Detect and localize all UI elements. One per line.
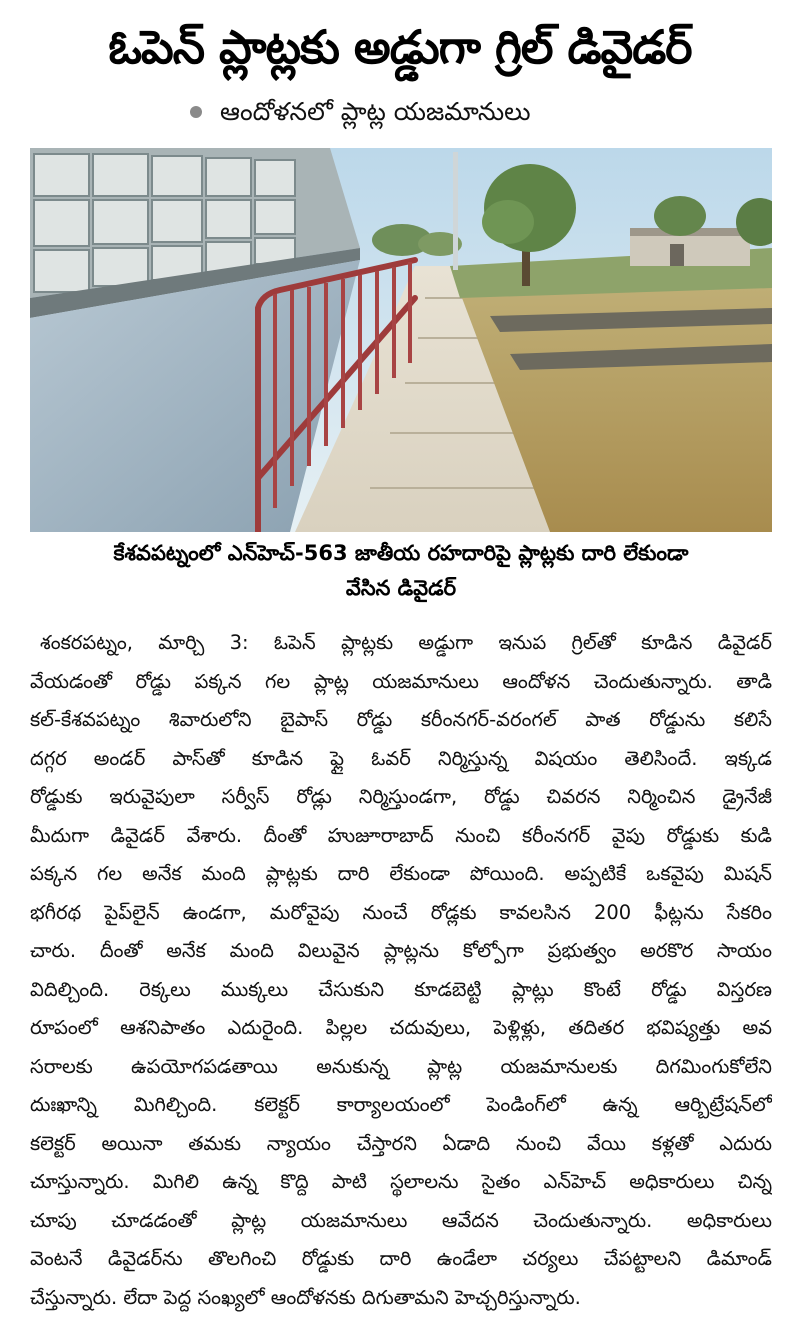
body-line: కలెక్టర్ అయినా తమకు న్యాయం చేస్తారని ఏడాది నుంచి వేయి కళ్లతో ఎదురు	[30, 1131, 772, 1155]
body-line: చేస్తున్నారు. లేదా పెద్ద సంఖ్యలో ఆందోళనకు దిగుతామని హెచ్చరిస్తున్నారు.	[30, 1285, 581, 1309]
body-line: వేయడంతో రోడ్డు పక్కన గల ప్లాట్ల యజమానులు ఆందోళన చెందుతున్నారు. తాడి	[30, 669, 772, 693]
body-line: పక్కన గల అనేక మంది ప్లాట్లకు దారి లేకుండా పోయింది. అప్పటికే ఒకవైపు మిషన్	[30, 862, 772, 885]
body-line: సరాలకు ఉపయోగపడతాయి అనుకున్న ప్లాట్ల యజమానులకు దిగమింగుకోలేని	[30, 1054, 772, 1078]
body-line: భగీరథ పైప్‌లైన్ ఉండగా, మరోవైపు నుంచే రోడ్లకు కావలసిన 200 ఫీట్లను సేకరిం	[30, 900, 772, 924]
subheading	[190, 90, 650, 134]
body-line: కల్‌-కేశవపట్నం శివారులోని బైపాస్ రోడ్డు కరీంనగర్‌-వరంగల్ పాత రోడ్డును కలిసే	[30, 708, 772, 731]
body-line: మీదుగా డివైడర్ వేశారు. దీంతో హుజూరాబాద్ నుంచి కరీంనగర్ వైపు రోడ్డుకు కుడి	[30, 823, 772, 847]
subheading-text: ఆందోళనలో ప్లాట్ల యజమానులు	[220, 97, 531, 126]
body-line: చూస్తున్నారు. మిగిలి ఉన్న కొద్ది పాటి స్థలాలను సైతం ఎన్‌హెచ్ అధికారులు చిన్న	[30, 1170, 772, 1193]
body-line: రోడ్డుకు ఇరువైపులా సర్వీస్ రోడ్లు నిర్మిస్తుండగా, రోడ్డు చివరన నిర్మించిన డ్రైనేజీ	[30, 785, 772, 808]
body-line: చారు. దీంతో అనేక మంది విలువైన ప్లాట్లను కోల్పోగా ప్రభుత్వం అరకొర సాయం	[30, 939, 772, 962]
body-line: శంకరపట్నం, మార్చి 3: ఓపెన్ ప్లాట్లకు అడ్డుగా ఇనుప గ్రిల్‌తో కూడిన డివైడర్	[40, 631, 772, 654]
body-line: దుఃఖాన్ని మిగిల్చింది. కలెక్టర్ కార్యాలయంలో పెండింగ్‌లో ఉన్న ఆర్బిట్రేషన్‌లో	[30, 1093, 772, 1116]
caption-line: కేశవపట్నంలో ఎన్‌హెచ్‌-563 జాతీయ రహదారిపై ప్లాట్లకు దారి లేకుండా	[113, 541, 689, 565]
bullet-icon	[190, 106, 202, 118]
body-line: దగ్గర అండర్ పాస్‌తో కూడిన ఫ్లై ఓవర్ నిర్మిస్తున్న విషయం తెలిసిందే. ఇక్కడ	[30, 746, 772, 770]
headline: ఓపెన్ ప్లాట్లకు అడ్డుగా గ్రిల్ డివైడర్	[108, 20, 692, 74]
article-body	[30, 624, 772, 1314]
body-line: విదిల్చింది. రెక్కలు ముక్కలు చేసుకుని కూడబెట్టి ప్లాట్లు కొంటే రోడ్డు విస్తరణ	[30, 977, 772, 1001]
news-photo	[30, 148, 772, 532]
body-line: రూపంలో ఆశనిపాతం ఎదురైంది. పిల్లల చదువులు, పెళ్లిళ్లు, తదితర భవిష్యత్తు అవ	[30, 1016, 772, 1039]
body-line: వెంటనే డివైడర్‌ను తొలగించి రోడ్డుకు దారి ఉండేలా చర్యలు చేపట్టాలని డిమాండ్	[30, 1247, 772, 1270]
body-line: చూపు చూడడంతో ప్లాట్ల యజమానులు ఆవేదన చెందుతున్నారు. అధికారులు	[30, 1208, 772, 1232]
photo-caption	[30, 536, 772, 608]
photo-illustration	[30, 148, 772, 532]
caption-line: వేసిన డివైడర్	[345, 576, 457, 600]
